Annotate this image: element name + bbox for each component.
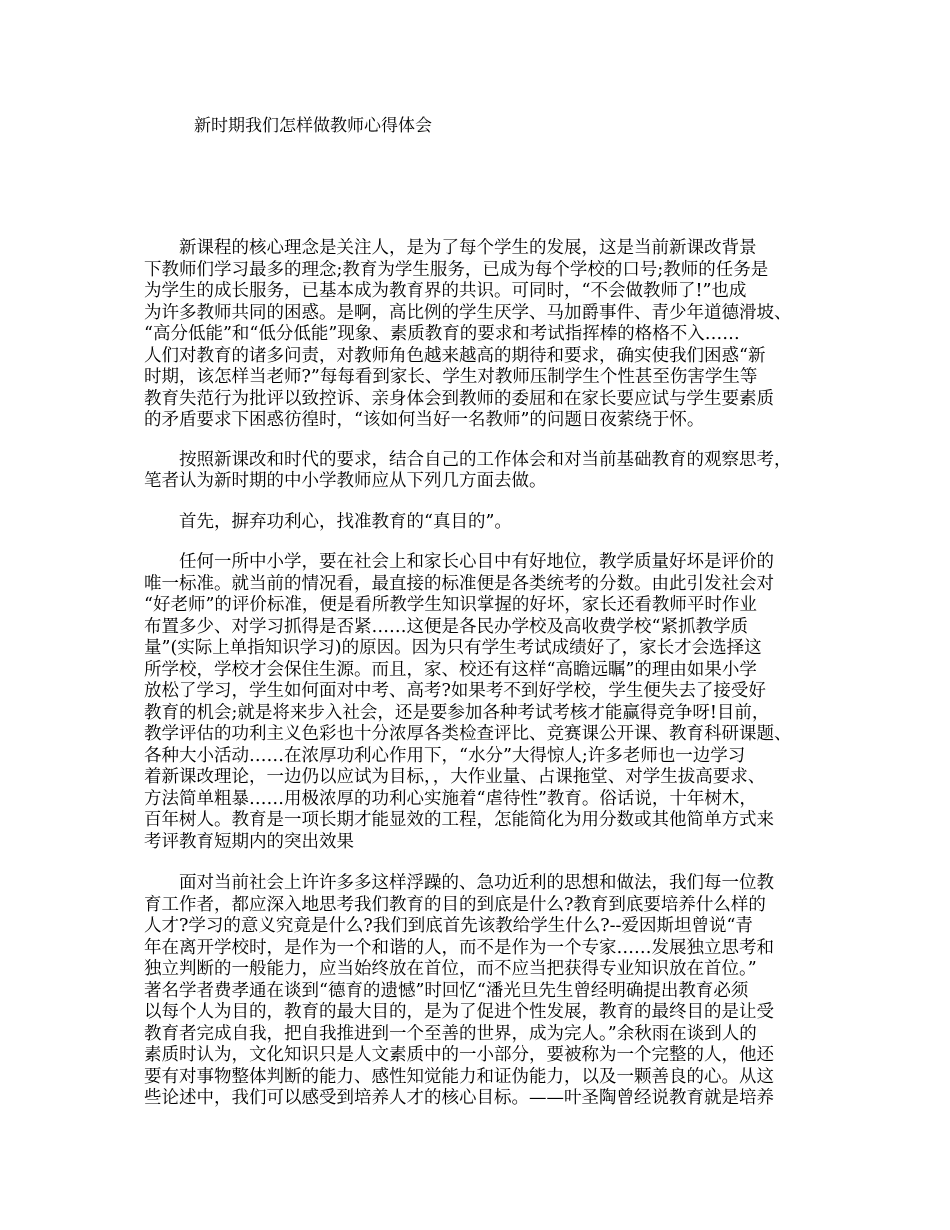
text-line: 方法简单粗暴……用极浓厚的功利心实施着“虐待性”教育。俗话说，十年树木， (144, 788, 757, 809)
text-line: 教育失范行为批评以致控诉、亲身体会到教师的委屈和在家长要应试与学生要素质 (144, 388, 774, 409)
text-line: 的矛盾要求下困惑彷徨时，“该如何当好一名教师”的问题日夜萦绕于怀。 (144, 410, 705, 430)
text-line: 任何一所中小学，要在社会上和家长心目中有好地位，教学质量好坏是评价的 (144, 552, 774, 572)
text-line: 布置多少、对学习抓得是否紧……这便是各民办学校及高收费学校“紧抓教学质 (144, 616, 748, 637)
text-line: 百年树人。教育是一项长期才能显效的工程，怎能简化为用分数或其他简单方式来 (144, 810, 774, 830)
text-line: 时期，该怎样当老师?”每每看到家长、学生对教师压制学生个性甚至伤害学生等 (144, 367, 758, 387)
text-line: 着新课改理论，一边仍以应试为目标，，大作业量、占课拖堂、对学生拔高要求、 (144, 767, 766, 787)
text-line: 下教师们学习最多的理念;教育为学生服务，已成为每个学校的口号;教师的任务是 (144, 259, 769, 280)
text-line: 以每个人为目的，教育的最大目的，是为了促进个性发展，教育的最终目的是让受 (144, 1002, 774, 1022)
document-title: 新时期我们怎样做教师心得体会 (194, 116, 432, 136)
text-line: 人才?学习的意义究竟是什么?我们到底首先该教给学生什么?--爱因斯坦曾说“青 (144, 916, 753, 936)
paragraph-utilitarianism (144, 552, 824, 853)
text-line: 教学评估的功利主义色彩也十分浓厚各类检查评比、竞赛课公开课、教育科研课题、 (144, 724, 792, 744)
text-line: 按照新课改和时代的要求，结合自己的工作体会和对当前基础教育的观察思考， (144, 449, 792, 470)
text-line: “高分低能”和“低分低能”现象、素质教育的要求和考试指挥棒的格格不入…… (144, 324, 740, 344)
text-line: 首先，摒弃功利心，找准教育的“真目的”。 (144, 511, 512, 532)
text-line: 所学校，学校才会保住生源。而且，家、校还有这样“高瞻远瞩”的理由如果小学 (144, 659, 757, 680)
text-line: 新课程的核心理念是关注人，是为了每个学生的发展，这是当前新课改背景 (144, 238, 757, 258)
text-line: 教育的机会;就是将来步入社会，还是要参加各种考试考核才能赢得竞争呀!目前， (144, 702, 770, 723)
text-line: “好老师”的评价标准，便是看所教学生知识掌握的好坏，家长还看教师平时作业 (144, 595, 757, 615)
text-line: 笔者认为新时期的中小学教师应从下列几方面去做。 (144, 471, 547, 491)
paragraph-approach (144, 450, 824, 493)
text-line: 为学生的成长服务，已基本成为教育界的共识。可同时，“不会做教师了!”也成 (144, 281, 747, 301)
text-line: 考评教育短期内的突出效果 (144, 831, 354, 852)
text-line: 为许多教师共同的困惑。是啊，高比例的学生厌学、马加爵事件、青少年道德滑坡、 (144, 302, 792, 323)
text-line: 育工作者，都应深入地思考我们教育的目的到底是什么?教育到底要培养什么样的 (144, 894, 766, 915)
text-line: 些论述中，我们可以感受到培养人才的核心目标。——叶圣陶曾经说教育就是培养 (144, 1088, 774, 1108)
text-line: 要有对事物整体判断的能力、感性知觉能力和证伪能力，以及一颗善良的心。从这 (144, 1066, 774, 1087)
text-line: 人们对教育的诸多问责，对教师角色越来越高的期待和要求，确实使我们困惑“新 (144, 345, 766, 366)
text-line: 素质时认为，文化知识只是人文素质中的一小部分，要被称为一个完整的人，他还 (144, 1045, 774, 1065)
text-line: 年在离开学校时，是作为一个和谐的人，而不是作为一个专家……发展独立思考和 (144, 937, 774, 958)
text-line: 教育者完成自我，把自我推进到一个至善的世界，成为完人。”余秋雨在谈到人的 (144, 1023, 757, 1044)
paragraph-purpose-of-education (144, 873, 824, 1110)
text-line: 放松了学习，学生如何面对中考、高考?如果考不到好学校，学生便失去了接受好 (144, 681, 766, 701)
paragraph-first-point (144, 512, 824, 534)
text-line: 各种大小活动……在浓厚功利心作用下，“水分”大得惊人;许多老师也一边学习 (144, 745, 746, 766)
paragraph-core-concept (144, 238, 824, 432)
text-line: 量”(实际上单指知识学习)的原因。因为只有学生考试成绩好了，家长才会选择这 (144, 638, 762, 658)
text-line: 面对当前社会上许许多多这样浮躁的、急功近利的思想和做法，我们每一位教 (144, 873, 774, 893)
text-line: 唯一标准。就当前的情况看，最直接的标准便是各类统考的分数。由此引发社会对 (144, 573, 774, 594)
text-line: 独立判断的一般能力，应当始终放在首位，而不应当把获得专业知识放在首位。” (144, 959, 757, 979)
document-body (144, 238, 824, 1126)
text-line: 著名学者费孝通在谈到“德育的遗憾”时回忆“潘光旦先生曾经明确提出教育必须 (144, 980, 749, 1001)
